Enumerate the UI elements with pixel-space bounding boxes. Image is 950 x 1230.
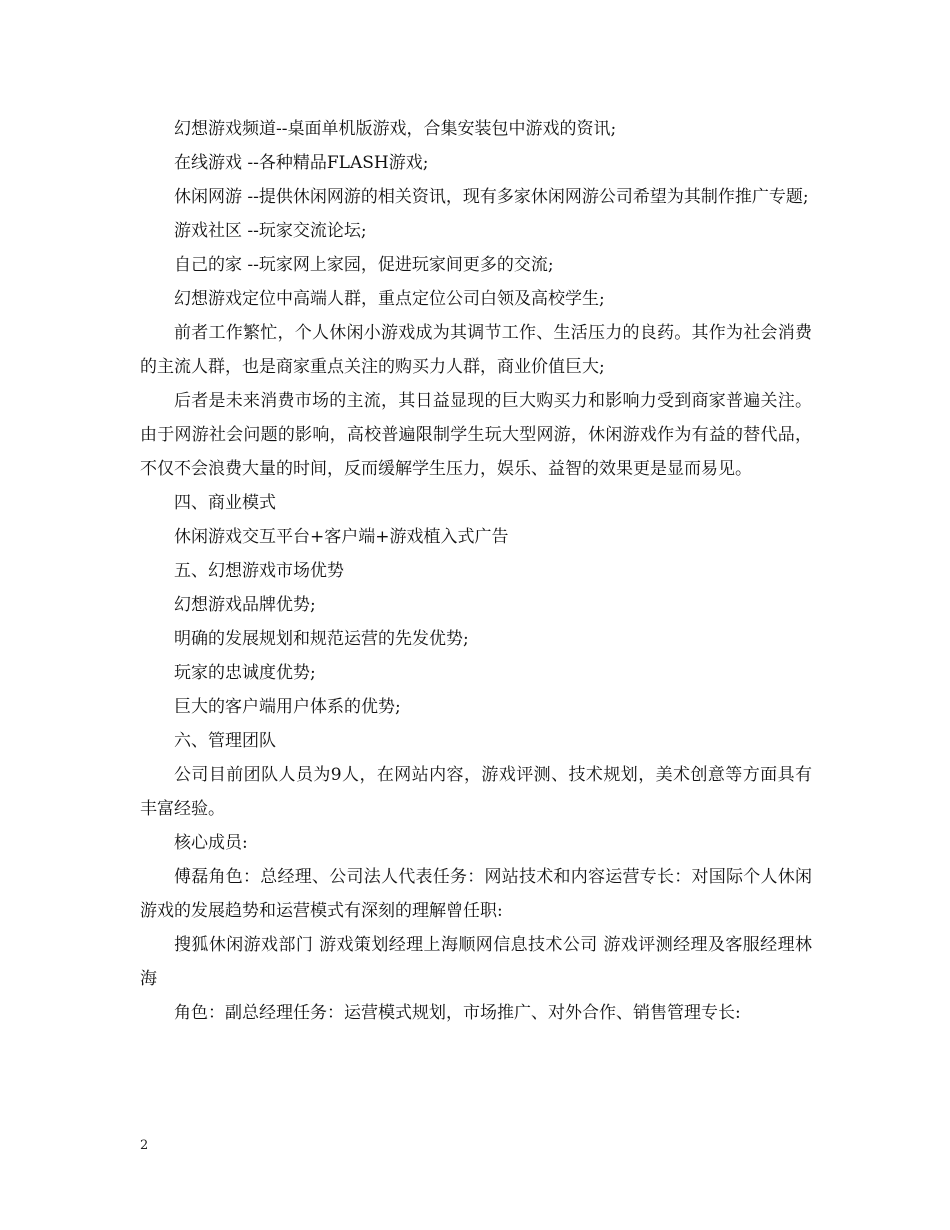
list-item-loyalty-advantage: 玩家的忠诚度优势; (174, 663, 316, 683)
paragraph-white-collar: 前者工作繁忙，个人休闲小游戏成为其调节工作、生活压力的良药。其作为社会消费的主流人群，也是商家重点关注的购买力人群，商业价值巨大; (140, 323, 812, 377)
paragraph-students: 后者是未来消费市场的主流，其日益显现的巨大购买力和影响力受到商家普遍关注。由于网游社会问题的影响，高校普遍限制学生玩大型网游，休闲游戏作为有益的替代品，不仅不会浪费大量的时间，反而缓解学生压力，娱乐、益智的效果更是显而易见。 (140, 391, 812, 479)
heading-management-team: 六、管理团队 (174, 731, 276, 751)
paragraph-game-community: 游戏社区 --玩家交流论坛; (174, 221, 367, 241)
list-item-first-mover-advantage: 明确的发展规划和规范运营的先发优势; (174, 629, 469, 649)
paragraph-previous-positions: 搜狐休闲游戏部门 游戏策划经理上海顺网信息技术公司 游戏评测经理及客服经理林海 (140, 935, 812, 989)
heading-business-model: 四、商业模式 (174, 493, 276, 513)
paragraph-own-home: 自己的家 --玩家网上家园，促进玩家间更多的交流; (174, 255, 554, 275)
list-item-brand-advantage: 幻想游戏品牌优势; (174, 595, 316, 615)
paragraph-business-model: 休闲游戏交互平台+客户端+游戏植入式广告 (174, 527, 509, 547)
paragraph-deputy-manager: 角色：副总经理任务：运营模式规划，市场推广、对外合作、销售管理专长: (174, 1003, 741, 1023)
document-body (140, 112, 812, 1030)
paragraph-fantasy-channel: 幻想游戏频道--桌面单机版游戏，合集安装包中游戏的资讯; (174, 119, 617, 139)
paragraph-casual-online-games: 休闲网游 --提供休闲网游的相关资讯，现有多家休闲网游公司希望为其制作推广专题; (174, 187, 809, 207)
list-item-client-base-advantage: 巨大的客户端用户体系的优势; (174, 697, 401, 717)
paragraph-member-fu-lei: 傅磊角色：总经理、公司法人代表任务：网站技术和内容运营专长：对国际个人休闲游戏的发展趋势和运营模式有深刻的理解曾任职: (140, 867, 812, 921)
paragraph-positioning: 幻想游戏定位中高端人群，重点定位公司白领及高校学生; (174, 289, 605, 309)
page-number: 2 (140, 1138, 149, 1153)
paragraph-team-size: 公司目前团队人员为9人，在网站内容，游戏评测、技术规划，美术创意等方面具有丰富经验。 (140, 765, 812, 819)
paragraph-online-games: 在线游戏 --各种精品FLASH游戏; (174, 153, 429, 173)
heading-core-members: 核心成员: (174, 833, 248, 853)
heading-market-advantages: 五、幻想游戏市场优势 (174, 561, 344, 581)
